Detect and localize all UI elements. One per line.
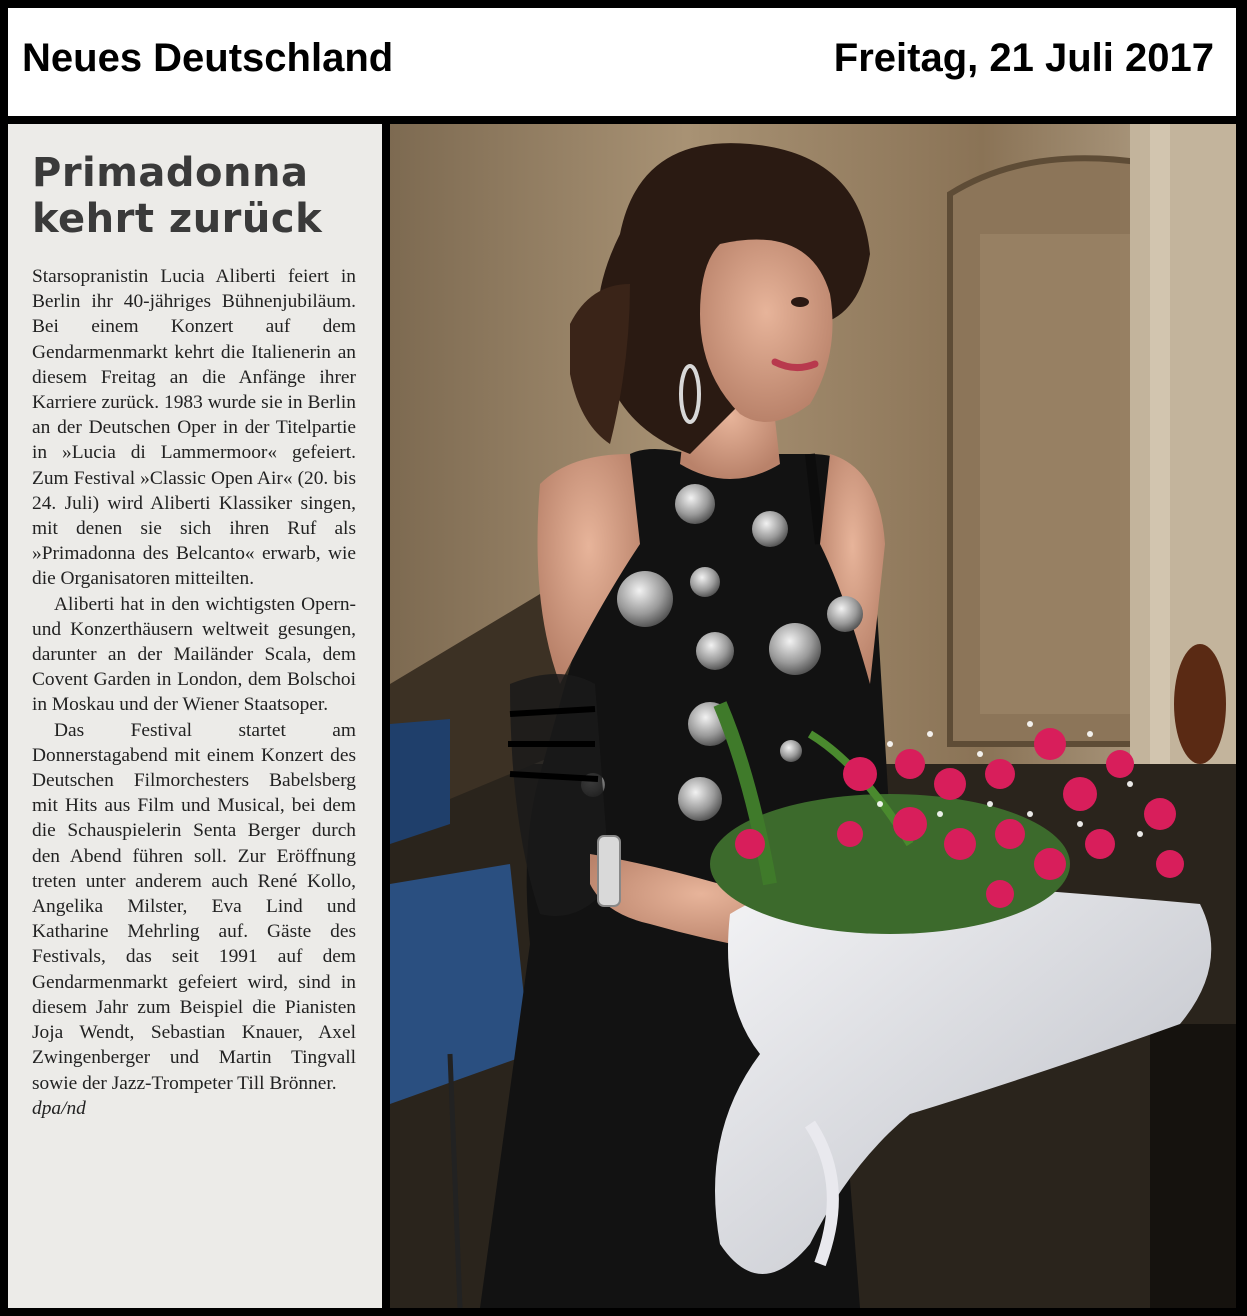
headline-line-1: Primadonna <box>32 150 309 196</box>
bracelet <box>598 836 620 906</box>
article-paragraph: Aliberti hat in den wichtigsten Opern- und Konzerthäusern weltweit gesungen, darunter an der Mailänder Scala, dem Covent Garden in London, dem Bolschoi in Moskau und der Wiener Staatsoper. <box>32 593 356 716</box>
article-photo <box>390 124 1236 1308</box>
article-paragraph: Das Festival startet am Donnerstagabend mit einem Konzert des Deutschen Filmorchesters Babelsberg mit Hits aus Film und Musical, bei dem die Schauspielerin Senta Berger durch den Abend führen soll. Zur Eröffnung treten unter anderem auch René Kollo, Angelika Milster, Eva Lind und Katharine Mehrling auf. Gäste des Festivals, das seit 1991 auf dem Gendarmenmarkt gefeiert wird, sind in diesem Jahr zum Beispiel die Pianisten Joja Wendt, Sebastian Knauer, Axel Zwingenberger und Martin Tingvall sowie der Jazz-Trompeter Till Brönner. <box>32 719 356 1094</box>
gown-ornament <box>675 484 715 524</box>
violin <box>1174 644 1226 764</box>
door-inset <box>980 234 1130 714</box>
photo-singer-with-bouquet <box>390 124 1236 1308</box>
newspaper-header <box>8 8 1236 116</box>
headline-line-2: kehrt zurück <box>32 196 323 242</box>
newspaper-name: Neues Deutschland <box>22 36 394 80</box>
article-paragraph: Starsopranistin Lucia Aliberti feiert in Berlin ihr 40-jähriges Bühnenjubiläum. Bei einem Konzert auf dem Gendarmenmarkt kehrt die Italienerin an diesem Freitag an die Anfänge ihrer Karriere zurück. 1983 wurde sie in Berlin an der Deutschen Oper in der Titelpartie in »Lucia di Lammermoor« gefeiert. Zum Festival »Classic Open Air« (20. bis 24. Juli) wird Aliberti Klassiker singen, mit denen sie sich ihren Ruf als »Primadonna des Belcanto« erwarb, wie die Organisatoren mitteilten. <box>32 266 356 590</box>
issue-date: Freitag, 21 Juli 2017 <box>833 36 1214 80</box>
article-byline: dpa/nd <box>32 1097 86 1119</box>
article-column <box>8 124 382 1308</box>
article-body <box>32 264 356 1121</box>
article-headline <box>32 150 356 242</box>
music-stand <box>390 719 450 844</box>
